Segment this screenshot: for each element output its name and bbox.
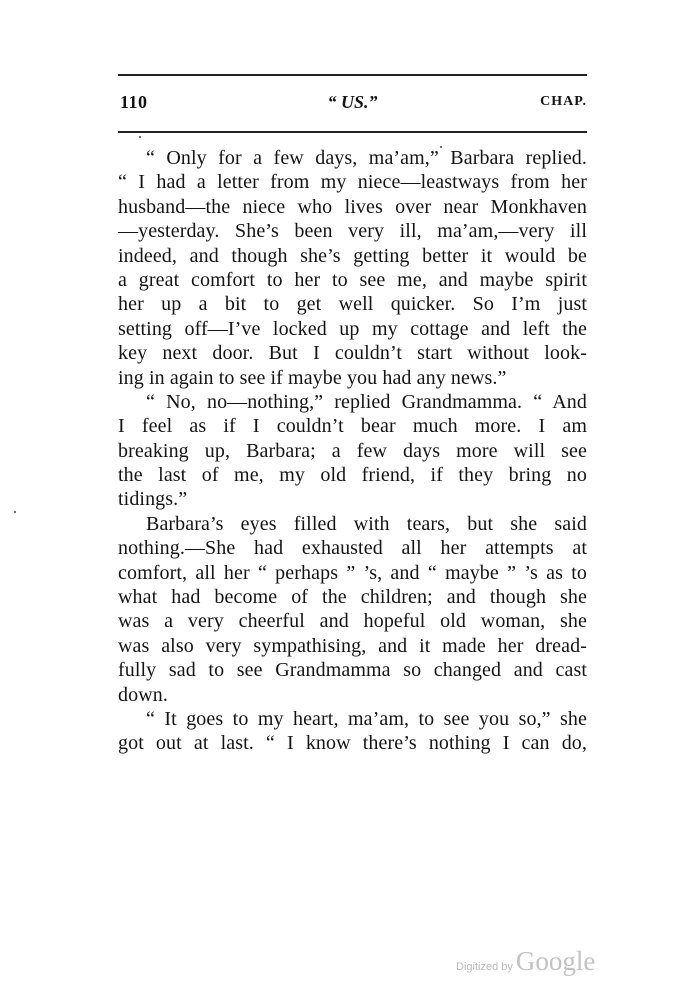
google-logo: Google	[515, 946, 596, 976]
text-line: her up a bit to get well quicker. So I’m just	[118, 293, 587, 316]
text-line: I feel as if I couldn’t bear much more. I am	[118, 415, 587, 438]
text-line: the last of me, my old friend, if they bring no	[118, 464, 587, 487]
text-line: husband—the niece who lives over near Monkhaven	[118, 195, 587, 218]
page-number: 110	[120, 92, 148, 112]
text-line: down.	[118, 683, 168, 706]
text-line: setting off—I’ve locked up my cottage and left the	[118, 317, 587, 340]
text-line: breaking up, Barbara; a few days more will see	[118, 439, 587, 462]
digitized-watermark	[456, 946, 595, 977]
running-title: “ US.”	[327, 92, 378, 112]
text-line: ing in again to see if maybe you had any news.”	[118, 366, 507, 389]
text-line: “ Only for a few days, ma’am,” Barbara replied.	[146, 147, 587, 169]
text-line: —yesterday. She’s been very ill, ma’am,—very ill	[118, 220, 587, 243]
print-speck	[139, 136, 141, 138]
text-line: nothing.—She had exhausted all her attempts at	[118, 537, 587, 560]
text-line: fully sad to see Grandmamma so changed and cast	[118, 659, 587, 682]
body-text	[118, 146, 587, 756]
text-line: was a very cheerful and hopeful old woman, she	[118, 610, 587, 633]
text-line: indeed, and though she’s getting better it would be	[118, 244, 587, 267]
chapter-label: CHAP.	[540, 94, 587, 109]
print-speck	[14, 511, 16, 513]
text-line: got out at last. “ I know there’s nothing I can do,	[118, 732, 587, 755]
header-top-rule	[118, 74, 587, 76]
text-line: key next door. But I couldn’t start without look-	[118, 342, 587, 365]
text-line: was also very sympathising, and it made her dread-	[118, 634, 587, 657]
watermark-prefix: Digitized by	[456, 961, 513, 973]
page-header	[118, 92, 587, 116]
header-bottom-rule	[118, 131, 587, 133]
text-line: comfort, all her “ perhaps ” ’s, and “ maybe ” ’s as to	[118, 561, 587, 584]
text-line: “ It goes to my heart, ma’am, to see you so,” she	[146, 707, 587, 730]
text-line: tidings.”	[118, 488, 188, 511]
text-line: Barbara’s eyes filled with tears, but she said	[146, 512, 587, 535]
text-line: what had become of the children; and though she	[118, 586, 587, 609]
text-line: “ No, no—nothing,” replied Grandmamma. “ And	[146, 390, 587, 413]
text-line: a great comfort to her to see me, and maybe spirit	[118, 268, 587, 291]
text-line: “ I had a letter from my niece—leastways from her	[118, 171, 587, 194]
